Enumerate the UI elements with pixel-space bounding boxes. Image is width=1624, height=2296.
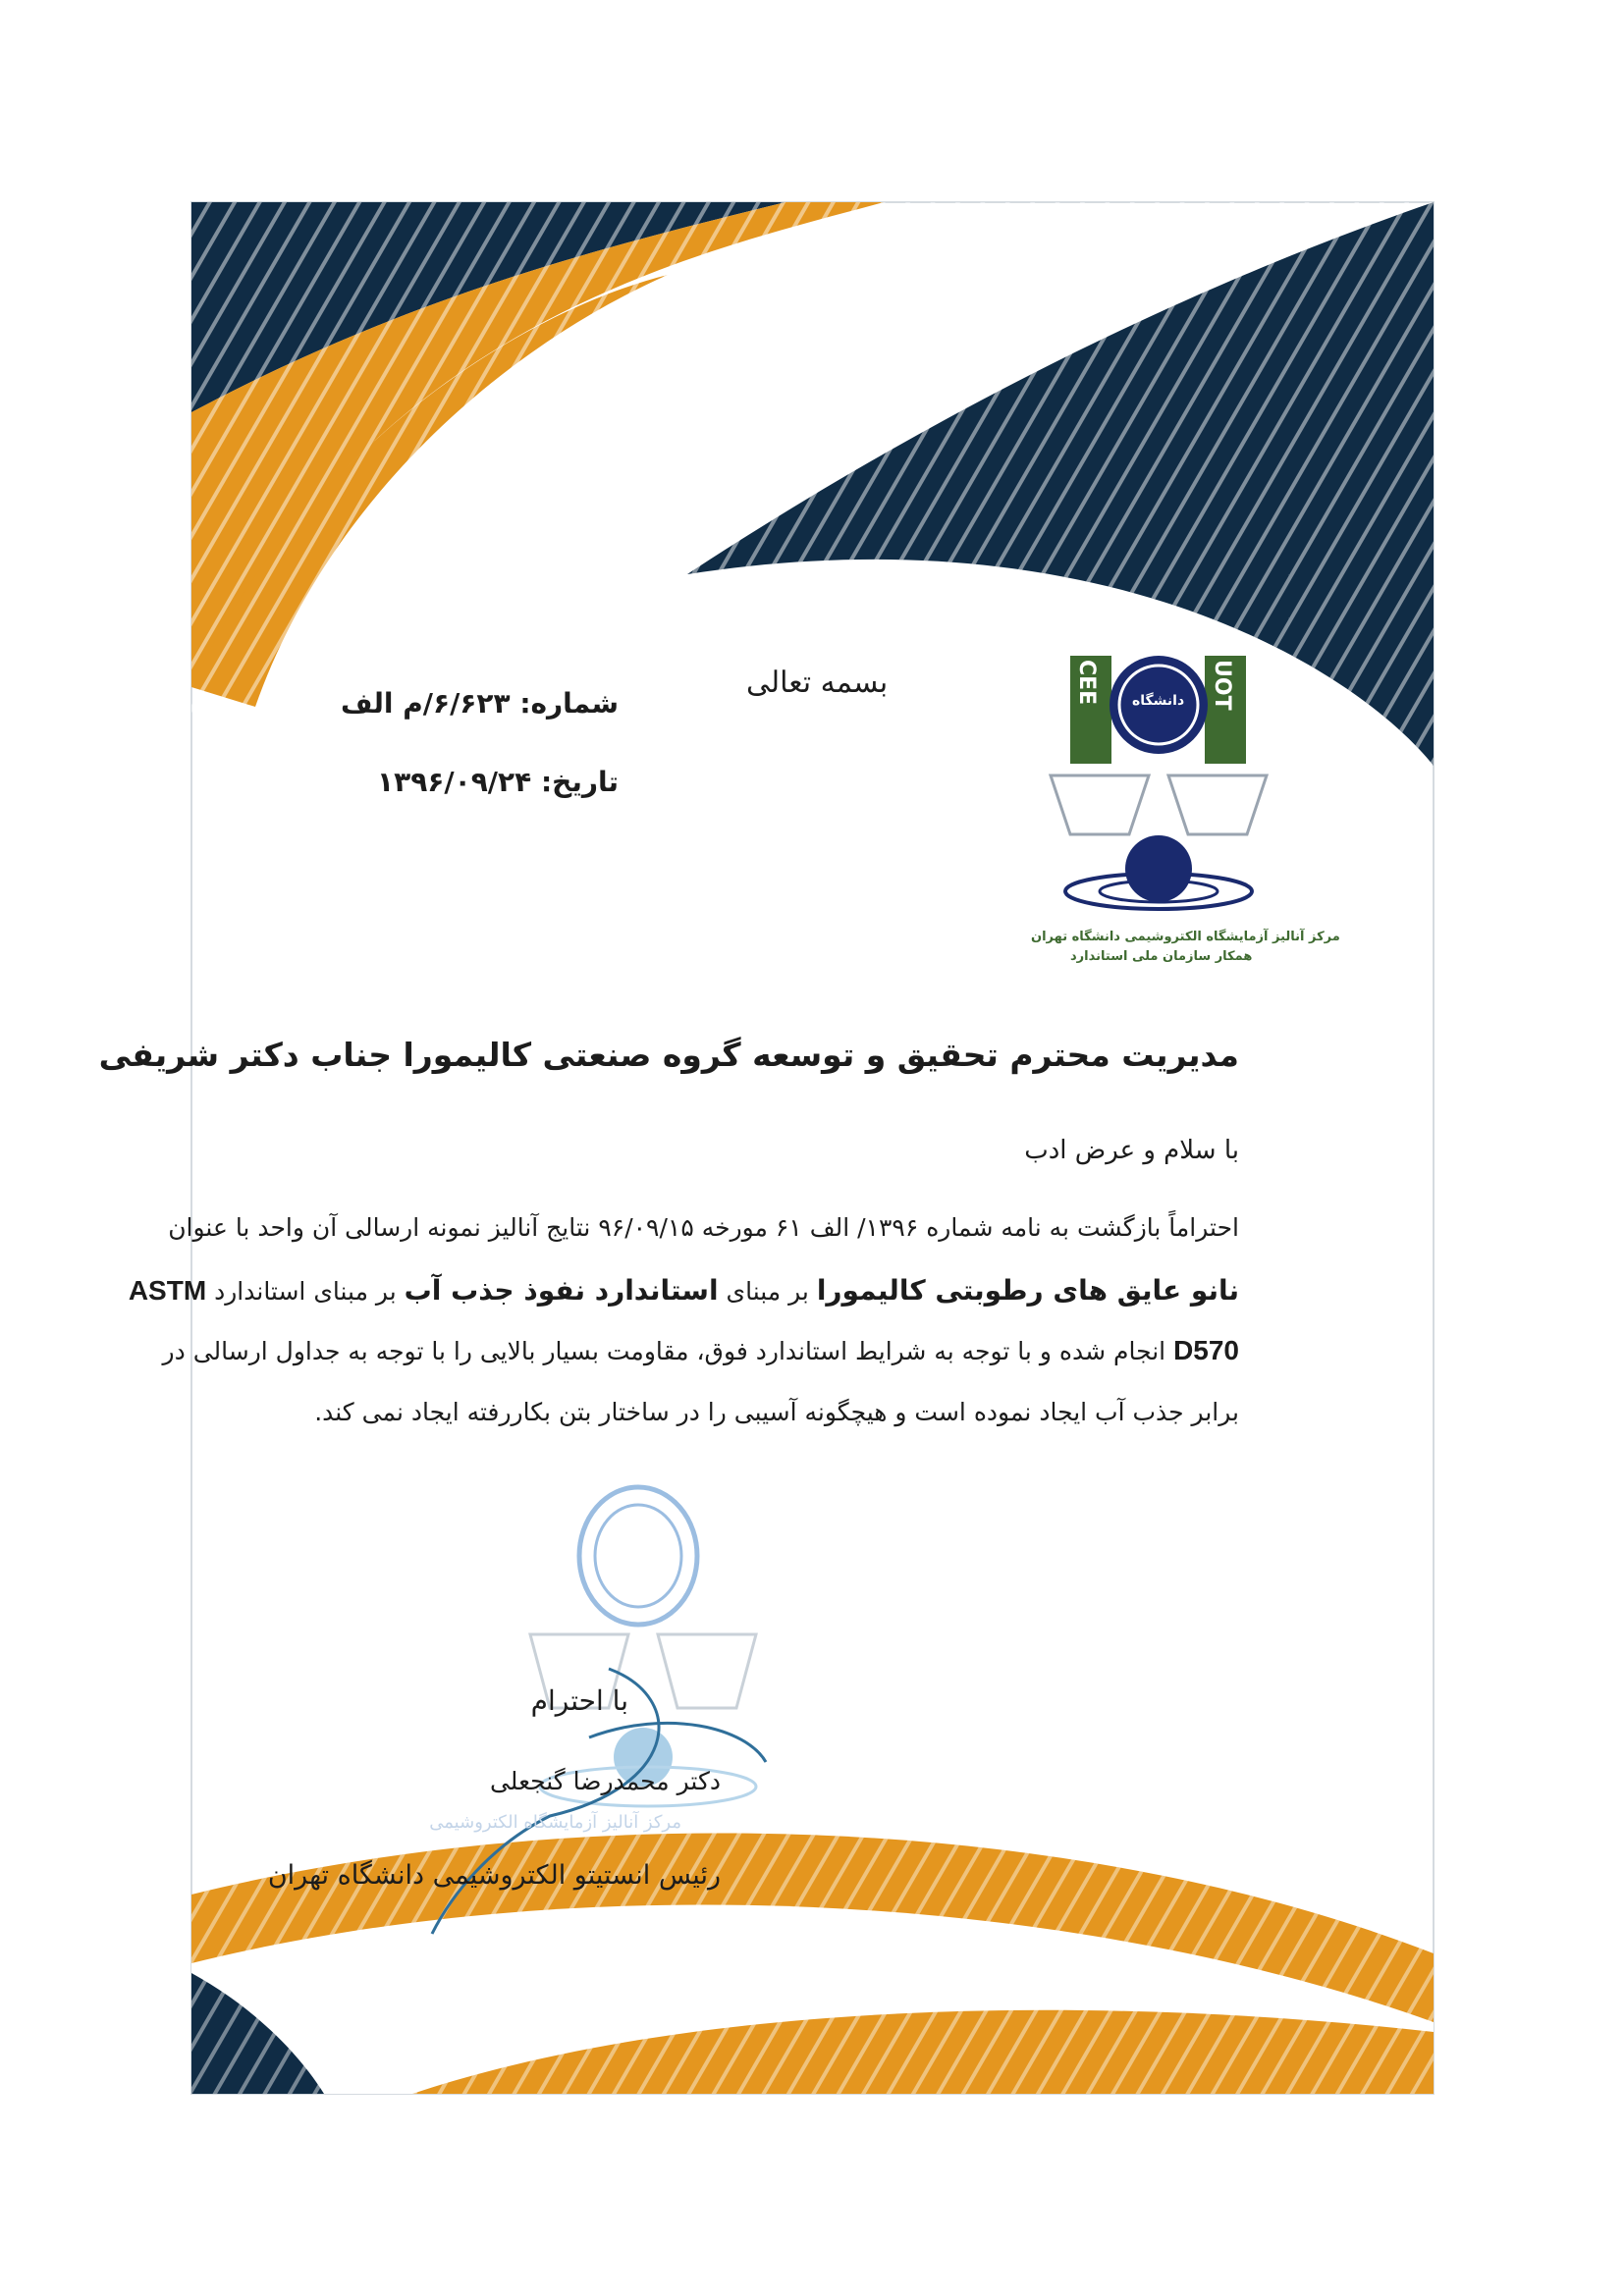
- number-value: ۶/۶۲۳/م الف: [341, 687, 511, 720]
- signer-name: دکتر محمدرضا گنجعلی: [489, 1767, 721, 1795]
- standard-name: استاندارد نفوذ جذب آب: [404, 1274, 719, 1307]
- number-label: شماره:: [519, 687, 619, 720]
- date-value: ۱۳۹۶/۰۹/۲۴: [377, 766, 532, 798]
- signer-title: رئیس انستیتو الکتروشیمی دانشگاه تهران: [267, 1860, 721, 1891]
- body-line-3: [162, 1335, 1239, 1366]
- invocation-heading: بسمه تعالی: [746, 666, 889, 700]
- standard-code: D570: [1173, 1335, 1239, 1365]
- astm-code: ASTM: [128, 1275, 207, 1306]
- logo-letters-cee: CEE: [1074, 660, 1099, 706]
- institute-stamp: [530, 1487, 756, 1806]
- body-line-4: برابر جذب آب ایجاد نموده است و هیچگونه آسیبی را در ساختار بتن بکاررفته ایجاد نمی کند.: [314, 1398, 1239, 1426]
- logo-seal-text: دانشگاه: [1132, 693, 1185, 709]
- logo-caption-lab: مرکز آنالیز آزمایشگاه الکتروشیمی دانشگاه تهران: [1031, 930, 1340, 944]
- recipient-line: مدیریت محترم تحقیق و توسعه گروه صنعتی کالیمورا جناب دکتر شریفی: [98, 1036, 1239, 1074]
- closing-phrase: با احترام: [530, 1684, 628, 1717]
- body-line-2: [128, 1274, 1239, 1307]
- body-text: انجام شده و با توجه به شرایط استاندارد فوق، مقاومت بسیار بالایی را با توجه به جداول ارسالی در: [162, 1337, 1174, 1365]
- body-text: بر مبنای: [718, 1277, 817, 1306]
- greeting-line: با سلام و عرض ادب: [1024, 1136, 1239, 1165]
- stamp-text: مرکز آنالیز آزمایشگاه الکتروشیمی: [429, 1812, 681, 1833]
- letter-date: [377, 766, 619, 798]
- letter-number: [341, 687, 619, 720]
- date-label: تاریخ:: [540, 766, 619, 798]
- body-text: بر مبنای استاندارد: [206, 1277, 405, 1306]
- product-name: نانو عایق های رطوبتی کالیمورا: [816, 1274, 1239, 1307]
- logo-caption-partner: همکار سازمان ملی استاندارد: [1070, 949, 1253, 964]
- logo-letters-uot: UOT: [1210, 660, 1234, 711]
- body-line-1: احتراماً بازگشت به نامه شماره ۱۳۹۶/ الف ۶۱ مورخه ۹۶/۰۹/۱۵ نتایج آنالیز نمونه ارسالی آن واحد با عنوان: [168, 1213, 1239, 1242]
